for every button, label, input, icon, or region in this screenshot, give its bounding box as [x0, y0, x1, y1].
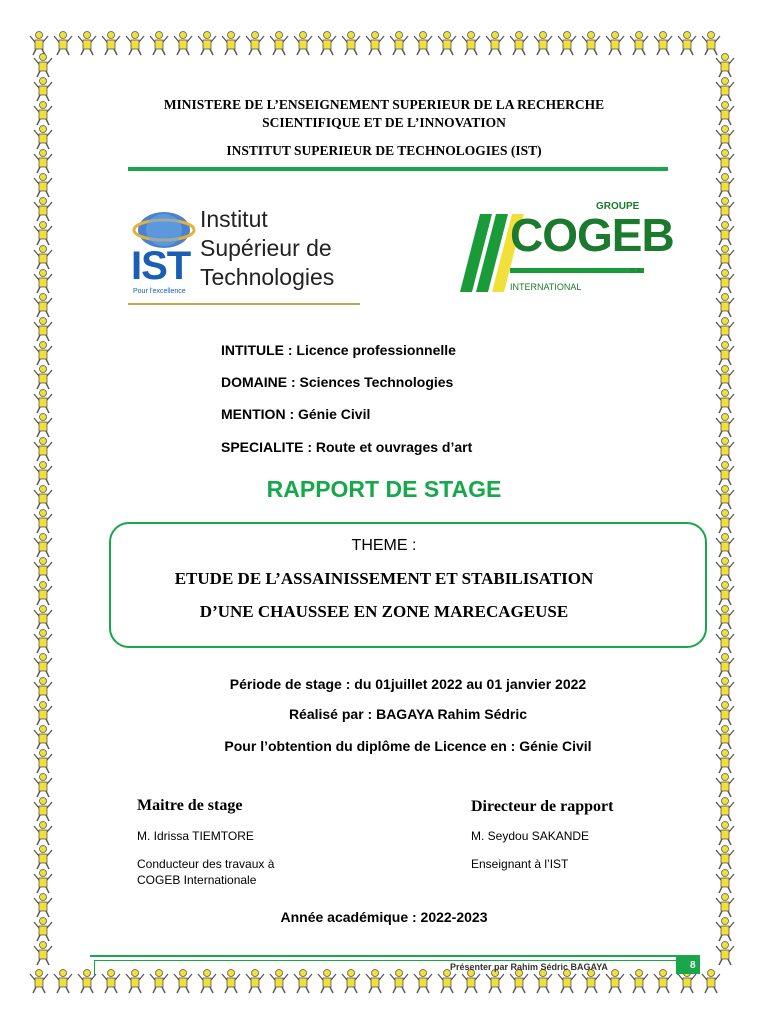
border-figure-icon: [714, 628, 736, 654]
border-figure-icon: [412, 30, 434, 56]
border-figure-icon: [32, 196, 54, 222]
border-figure-icon: [32, 436, 54, 462]
border-figure-icon: [714, 772, 736, 798]
border-figure-icon: [714, 412, 736, 438]
diploma: Pour l’obtention du diplôme de Licence en : Génie Civil: [224, 738, 592, 754]
border-figure-icon: [32, 76, 54, 102]
border-figure-icon: [220, 30, 242, 56]
ist-name-line-1: Institut: [200, 206, 268, 232]
ministry-line-2: SCIENTIFIQUE ET DE L’INNOVATION: [262, 115, 506, 130]
border-figure-icon: [32, 148, 54, 174]
border-figure-icon: [714, 940, 736, 966]
border-figure-icon: [714, 52, 736, 78]
border-figure-icon: [364, 30, 386, 56]
border-figure-icon: [714, 268, 736, 294]
border-figure-icon: [32, 124, 54, 150]
institute-heading: INSTITUT SUPERIEUR DE TECHNOLOGIES (IST): [226, 143, 542, 158]
ist-tagline: Pour l'excellence: [133, 288, 186, 295]
border-figure-icon: [676, 30, 698, 56]
border-figure-icon: [714, 868, 736, 894]
border-figure-icon: [714, 580, 736, 606]
border-figure-icon: [714, 604, 736, 630]
field-specialite: SPECIALITE : Route et ouvrages d’art: [221, 439, 473, 455]
directeur-name: M. Seydou SAKANDE: [471, 829, 590, 843]
border-figure-icon: [32, 556, 54, 582]
maitre-heading: Maitre de stage: [137, 797, 243, 814]
border-figure-icon: [556, 30, 578, 56]
border-figure-icon: [436, 30, 458, 56]
page-number-badge: [676, 956, 700, 974]
border-figure-icon: [340, 30, 362, 56]
ist-letters: IST: [131, 244, 191, 288]
page-number: 8: [690, 960, 696, 971]
ministry-heading: [60, 96, 708, 132]
border-figure-icon: [32, 172, 54, 198]
theme-line-1: ETUDE DE L’ASSAINISSEMENT ET STABILISATION: [174, 569, 594, 588]
border-figure-icon: [628, 30, 650, 56]
border-figure-icon: [316, 30, 338, 56]
ist-underline: [128, 303, 360, 305]
border-figure-icon: [714, 820, 736, 846]
directeur-role: Enseignant à l’IST: [471, 857, 569, 871]
border-figure-icon: [460, 30, 482, 56]
border-figure-icon: [32, 796, 54, 822]
cogeb-sa: S.A.: [630, 268, 644, 275]
page-border-right: [710, 28, 740, 996]
border-figure-icon: [32, 604, 54, 630]
border-figure-icon: [32, 292, 54, 318]
border-figure-icon: [32, 220, 54, 246]
border-figure-icon: [714, 196, 736, 222]
page-border-left: [28, 28, 58, 996]
border-figure-icon: [32, 412, 54, 438]
academic-year: Année académique : 2022-2023: [280, 909, 488, 925]
border-figure-icon: [714, 556, 736, 582]
field-mention: MENTION : Génie Civil: [221, 406, 371, 422]
border-figure-icon: [714, 316, 736, 342]
border-figure-icon: [32, 868, 54, 894]
border-figure-icon: [714, 436, 736, 462]
border-figure-icon: [32, 652, 54, 678]
border-figure-icon: [32, 316, 54, 342]
border-figure-icon: [196, 30, 218, 56]
border-figure-icon: [292, 30, 314, 56]
border-figure-icon: [484, 30, 506, 56]
page-border-top: [28, 28, 740, 58]
author: Réalisé par : BAGAYA Rahim Sédric: [288, 706, 528, 722]
border-figure-icon: [172, 30, 194, 56]
field-domaine: DOMAINE : Sciences Technologies: [221, 374, 454, 390]
cogeb-international: INTERNATIONAL: [510, 282, 582, 292]
border-figure-icon: [32, 508, 54, 534]
border-figure-icon: [32, 388, 54, 414]
border-figure-icon: [652, 30, 674, 56]
border-figure-icon: [580, 30, 602, 56]
border-figure-icon: [714, 100, 736, 126]
border-figure-icon: [714, 796, 736, 822]
ministry-line-1: MINISTERE DE L’ENSEIGNEMENT SUPERIEUR DE LA RECHERCHE: [163, 97, 605, 112]
border-figure-icon: [32, 628, 54, 654]
border-figure-icon: [714, 148, 736, 174]
border-figure-icon: [76, 30, 98, 56]
border-figure-icon: [714, 388, 736, 414]
border-figure-icon: [714, 652, 736, 678]
ist-name: [200, 205, 334, 292]
border-figure-icon: [32, 340, 54, 366]
footer-rule: [90, 955, 700, 957]
border-figure-icon: [100, 30, 122, 56]
footer-presenter: Présenter par Rahim Sédric BAGAYA: [450, 962, 608, 972]
border-figure-icon: [32, 244, 54, 270]
border-figure-icon: [32, 268, 54, 294]
header-divider: [128, 167, 668, 171]
border-figure-icon: [244, 30, 266, 56]
cogeb-name: COGEB: [510, 209, 674, 261]
border-figure-icon: [32, 580, 54, 606]
border-figure-icon: [32, 940, 54, 966]
report-title: RAPPORT DE STAGE: [266, 476, 502, 502]
internship-period: Période de stage : du 01juillet 2022 au 01 janvier 2022: [229, 676, 587, 692]
border-figure-icon: [32, 52, 54, 78]
border-figure-icon: [388, 30, 410, 56]
border-figure-icon: [604, 30, 626, 56]
border-figure-icon: [714, 364, 736, 390]
field-intitule: INTITULE : Licence professionnelle: [221, 342, 456, 358]
border-figure-icon: [124, 30, 146, 56]
theme-line-2: D’UNE CHAUSSEE EN ZONE MARECAGEUSE: [199, 602, 569, 621]
border-figure-icon: [32, 844, 54, 870]
border-figure-icon: [714, 844, 736, 870]
border-figure-icon: [714, 76, 736, 102]
ist-name-line-3: Technologies: [200, 264, 335, 290]
border-figure-icon: [714, 172, 736, 198]
border-figure-icon: [714, 292, 736, 318]
border-figure-icon: [32, 772, 54, 798]
border-figure-icon: [714, 508, 736, 534]
theme-label: THEME :: [351, 537, 417, 554]
maitre-name: M. Idrissa TIEMTORE: [137, 829, 254, 843]
border-figure-icon: [268, 30, 290, 56]
ist-name-line-2: Supérieur de: [200, 235, 332, 261]
border-figure-icon: [32, 100, 54, 126]
border-figure-icon: [148, 30, 170, 56]
border-figure-icon: [714, 124, 736, 150]
maitre-role: [137, 856, 274, 888]
border-figure-icon: [32, 364, 54, 390]
maitre-role-line-1: Conducteur des travaux à: [137, 857, 275, 871]
maitre-role-line-2: COGEB Internationale: [137, 873, 257, 887]
border-figure-icon: [532, 30, 554, 56]
directeur-heading: Directeur de rapport: [471, 798, 614, 815]
border-figure-icon: [714, 244, 736, 270]
border-figure-icon: [32, 820, 54, 846]
cogeb-groupe: GROUPE: [596, 201, 640, 212]
border-figure-icon: [714, 220, 736, 246]
border-figure-icon: [714, 340, 736, 366]
border-figure-icon: [508, 30, 530, 56]
